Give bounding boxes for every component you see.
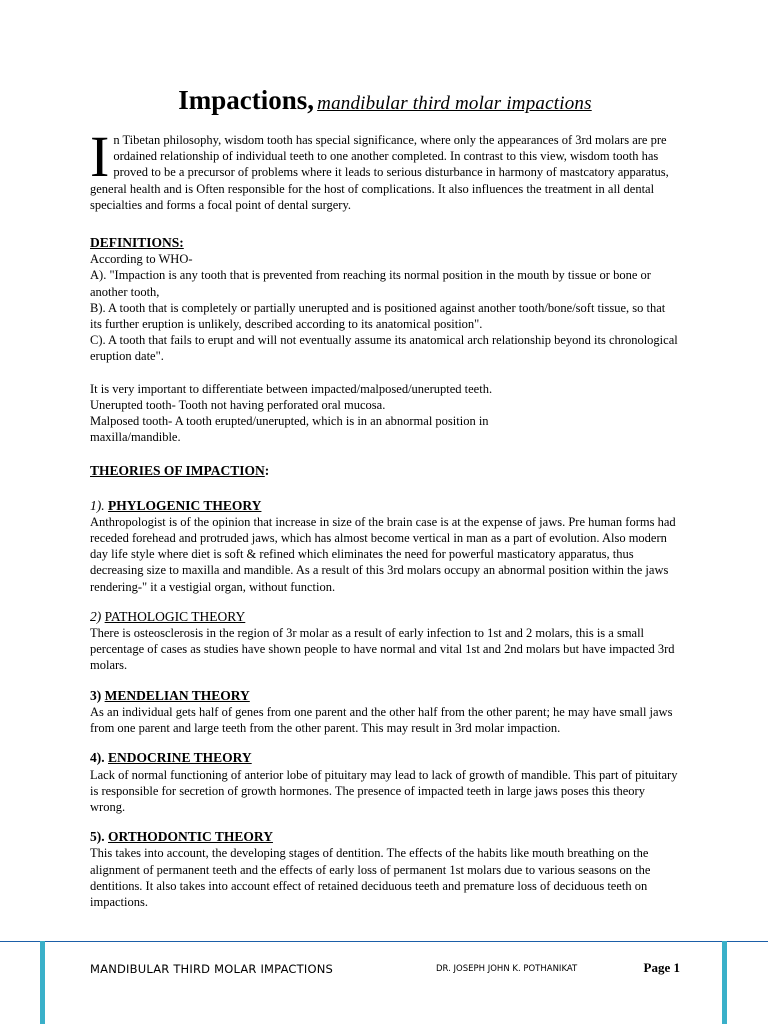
theory-heading — [90, 688, 680, 704]
theory-number: 4). — [90, 750, 105, 766]
theory-text: There is osteosclerosis in the region of 3r molar as a result of early infection to 1st and 2 molars, this is a small percentage of cases as studies have shown people to have normal and vital 1st and 2nd molars but have impacted 3rd molars. — [90, 626, 675, 673]
theory-title: PHYLOGENIC THEORY — [108, 497, 262, 513]
theory-title: MENDELIAN THEORY — [104, 687, 250, 703]
definition-b: B). A tooth that is completely or partially unerupted and is positioned against another tooth/bone/soft tissue, so that its further eruption is unlikely, described according to its anatomical position". — [90, 300, 666, 332]
theory-number: 3) — [90, 687, 102, 703]
theory-text: As an individual gets half of genes from one parent and the other half from the other parent; he may have small jaws from one parent and large teeth from the other parent. This may result in 3rd molar impaction. — [90, 704, 673, 736]
footer-right-bar — [722, 941, 727, 1024]
definition-c: C). A tooth that fails to erupt and will not eventually assume its anatomical arch relationship beyond its chronological eruption date". — [90, 333, 678, 364]
note-line: It is very important to differentiate between impacted/malposed/unerupted teeth. — [90, 381, 493, 396]
footer-left-bar — [40, 941, 45, 1024]
theory-text: Lack of normal functioning of anterior lobe of pituitary may lead to lack of growth of mandible. This part of pituitary is responsible for secretion of growth hormones. The presence of impacted teeth in large jaws poses this theory wrong. — [90, 767, 678, 814]
theories-heading — [90, 463, 680, 479]
definitions-heading: DEFINITIONS: — [90, 235, 184, 251]
title-main: Impactions, — [178, 85, 315, 115]
theories-heading-colon: : — [264, 463, 270, 479]
title-subtitle: mandibular third molar impactions — [317, 93, 592, 114]
theory-number: 1). — [90, 497, 105, 513]
theory-heading — [90, 750, 680, 766]
definition-a: A). "Impaction is any tooth that is prevented from reaching its normal position in the mouth by tissue or bone or another tooth, — [90, 268, 651, 299]
footer-author: DR. JOSEPH JOHN K. POTHANIKAT — [436, 964, 578, 974]
drop-cap: I — [90, 124, 110, 189]
theory-heading — [90, 829, 680, 845]
page-title — [90, 85, 680, 128]
theory-heading — [90, 498, 680, 514]
theory-text: Anthropologist is of the opinion that increase in size of the brain case is at the expense of jaws. Pre human forms had receded forehead and protruded jaws, which has almost become vertical in man as a part of evolution. Also modern day life style where diet is soft & refined which eliminates the need for powerful masticatory apparatus, thus decreasing size to maxilla and mandible. As a result of this 3rd molars occupy an abnormal position within the jaws rendering-" it a vestigial organ, without function. — [90, 514, 676, 594]
theory-title: ORTHODONTIC THEORY — [108, 829, 273, 845]
theories-heading-text: THEORIES OF IMPACTION — [90, 463, 265, 479]
theory-title: PATHOLOGIC THEORY — [104, 608, 246, 624]
page-footer — [90, 960, 690, 980]
theory-heading — [90, 609, 680, 625]
theory-number: 5). — [90, 829, 105, 845]
footer-rule — [0, 941, 768, 942]
footer-title: MANDIBULAR THIRD MOLAR IMPACTIONS — [90, 962, 334, 976]
definition-line: According to WHO- — [90, 252, 193, 267]
theory-title: ENDOCRINE THEORY — [108, 750, 252, 766]
theory-text: This takes into account, the developing stages of dentition. The effects of the habits like mouth breathing on the alignment of permanent teeth and the effects of early loss of permanent 1st molars due to various seasons on the dentitions. It also takes into account effect of retained deciduous teeth and premature loss of deciduous teeth on impactions. — [90, 846, 651, 909]
page-number: Page 1 — [643, 960, 680, 975]
note-line: Malposed tooth- A tooth erupted/unerupted, which is in an abnormal position in maxilla/mandible. — [90, 414, 489, 445]
intro-paragraph — [90, 124, 680, 213]
intro-text: n Tibetan philosophy, wisdom tooth has special significance, where only the appearances of 3rd molars are pre ordained relationship of individual teeth to one another completed. In contrast to this view, wisdom tooth has proved to be a precursor of problems where it leads to serious disturbance in harmony of mastcatory apparatus, general health and is Often responsible for the host of complications. It also influences the treatment in all dental specialties and forms a focal point of dental surgery. — [90, 133, 669, 212]
theory-number: 2) — [90, 608, 102, 624]
note-line: Unerupted tooth- Tooth not having perforated oral mucosa. — [90, 397, 386, 412]
document-body — [90, 85, 680, 910]
